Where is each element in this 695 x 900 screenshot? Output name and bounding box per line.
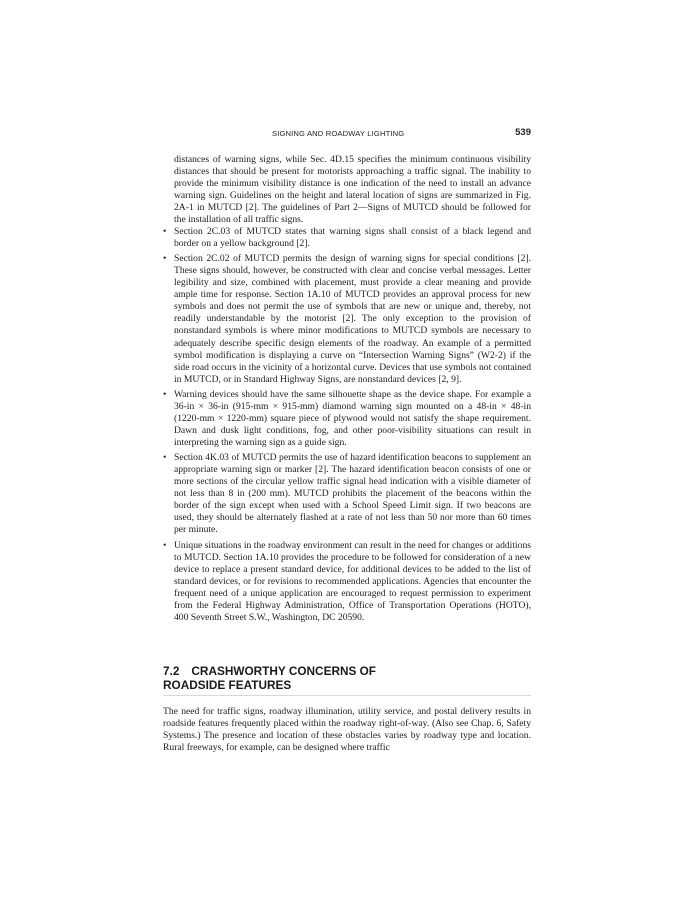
list-item-text: Section 2C.03 of MUTCD states that warning signs shall consist of a black legend and border on a yellow background [2]. <box>174 226 531 250</box>
section-title-line2: ROADSIDE FEATURES <box>163 678 292 692</box>
body-paragraph: The need for traffic signs, roadway illumination, utility service, and postal delivery results in roadside features frequently placed within the roadway right-of-way. (Also see Chap. 6, Safety Systems.) The presence and location of these obstacles varies by roadway type and location. Rural freeways, for example, can be designed where traffic <box>163 706 531 754</box>
list-item-text: Warning devices should have the same silhouette shape as the device shape. For example a 36-in × 36-in (915-mm × 915-mm) diamond warning sign mounted on a 48-in × 48-in (1220-mm × 1220-mm) square piece of plywood would not satisfy the shape requirement. Dawn and dusk light conditions, fog, and other poor-visibility situations can result in interpreting the warning sign as a guide sign. <box>174 388 531 448</box>
bullet-icon: • <box>163 388 167 400</box>
section-number: 7.2 <box>163 664 180 678</box>
list-item <box>163 253 531 386</box>
section-heading <box>163 664 531 696</box>
bullet-icon: • <box>163 452 167 464</box>
list-item <box>163 226 531 250</box>
list-item <box>163 389 531 449</box>
running-title: SIGNING AND ROADWAY LIGHTING <box>272 129 405 138</box>
page-number: 539 <box>515 127 531 138</box>
continuation-paragraph: distances of warning signs, while Sec. 4D.15 specifies the minimum continuous visibility distances that should be present for motorists approaching a traffic signal. The inability to provide the minimum visibility distance is one indication of the need to install an advance warning sign. Guidelines on the height and lateral location of signs are summarized in Fig. 2A-1 in MUTCD [2]. The guidelines of Part 2—Signs of MUTCD should be followed for the installation of all traffic signs. <box>174 154 531 226</box>
list-item-text: Section 2C.02 of MUTCD permits the design of warning signs for special conditions [2]. These signs should, however, be constructed with clear and concise verbal messages. Letter legibility and size, combined with placement, must provide a clear meaning and provide ample time for response. Section 1A.10 of MUTCD provides an approval process for new symbols and does not permit the use of symbols that are new or unique and, thereby, not readily understandable by the motorist [2]. The only exception to the provision of nonstandard symbols is where minor modifications to MUTCD symbols are necessary to adequately describe specific design elements of the roadway. An example of a permitted symbol modification is displaying a curve on “Intersection Warning Signs” (W2-2) if the side road occurs in the vicinity of a horizontal curve. Devices that use symbols not contained in MUTCD, or in Standard Highway Signs, are nonstandard devices [2, 9]. <box>174 253 531 385</box>
running-header <box>163 127 531 141</box>
bullet-icon: • <box>163 539 167 551</box>
list-item-text: Unique situations in the roadway environment can result in the need for changes or additions to MUTCD. Section 1A.10 provides the procedure to be followed for consideration of a new device to replace a present standard device, for additional devices to be added to the list of standard devices, or for revisions to recommended applications. Agencies that encounter the frequent need of a unique application are encouraged to request permission to experiment from the Federal Highway Administration, Office of Transportation Operations (HOTO), 400 Seventh Street S.W., Washington, DC 20590. <box>174 539 531 623</box>
bullet-list <box>163 226 531 627</box>
section-title-line1: CRASHWORTHY CONCERNS OF <box>191 664 377 678</box>
bullet-icon: • <box>163 226 167 237</box>
bullet-icon: • <box>163 253 167 265</box>
list-item-text: Section 4K.03 of MUTCD permits the use of hazard identification beacons to supplement an appropriate warning sign or marker [2]. The hazard identification beacon consists of one or more sections of the circular yellow traffic signal head indication with a visible diameter of not less than 8 in (200 mm). MUTCD prohibits the placement of the beacons within the border of the sign except when used with a School Speed Limit sign. If two beacons are used, they should be alternately flashed at a rate of not less than 50 nor more than 60 times per minute. <box>174 452 531 536</box>
list-item <box>163 540 531 624</box>
list-item <box>163 452 531 536</box>
